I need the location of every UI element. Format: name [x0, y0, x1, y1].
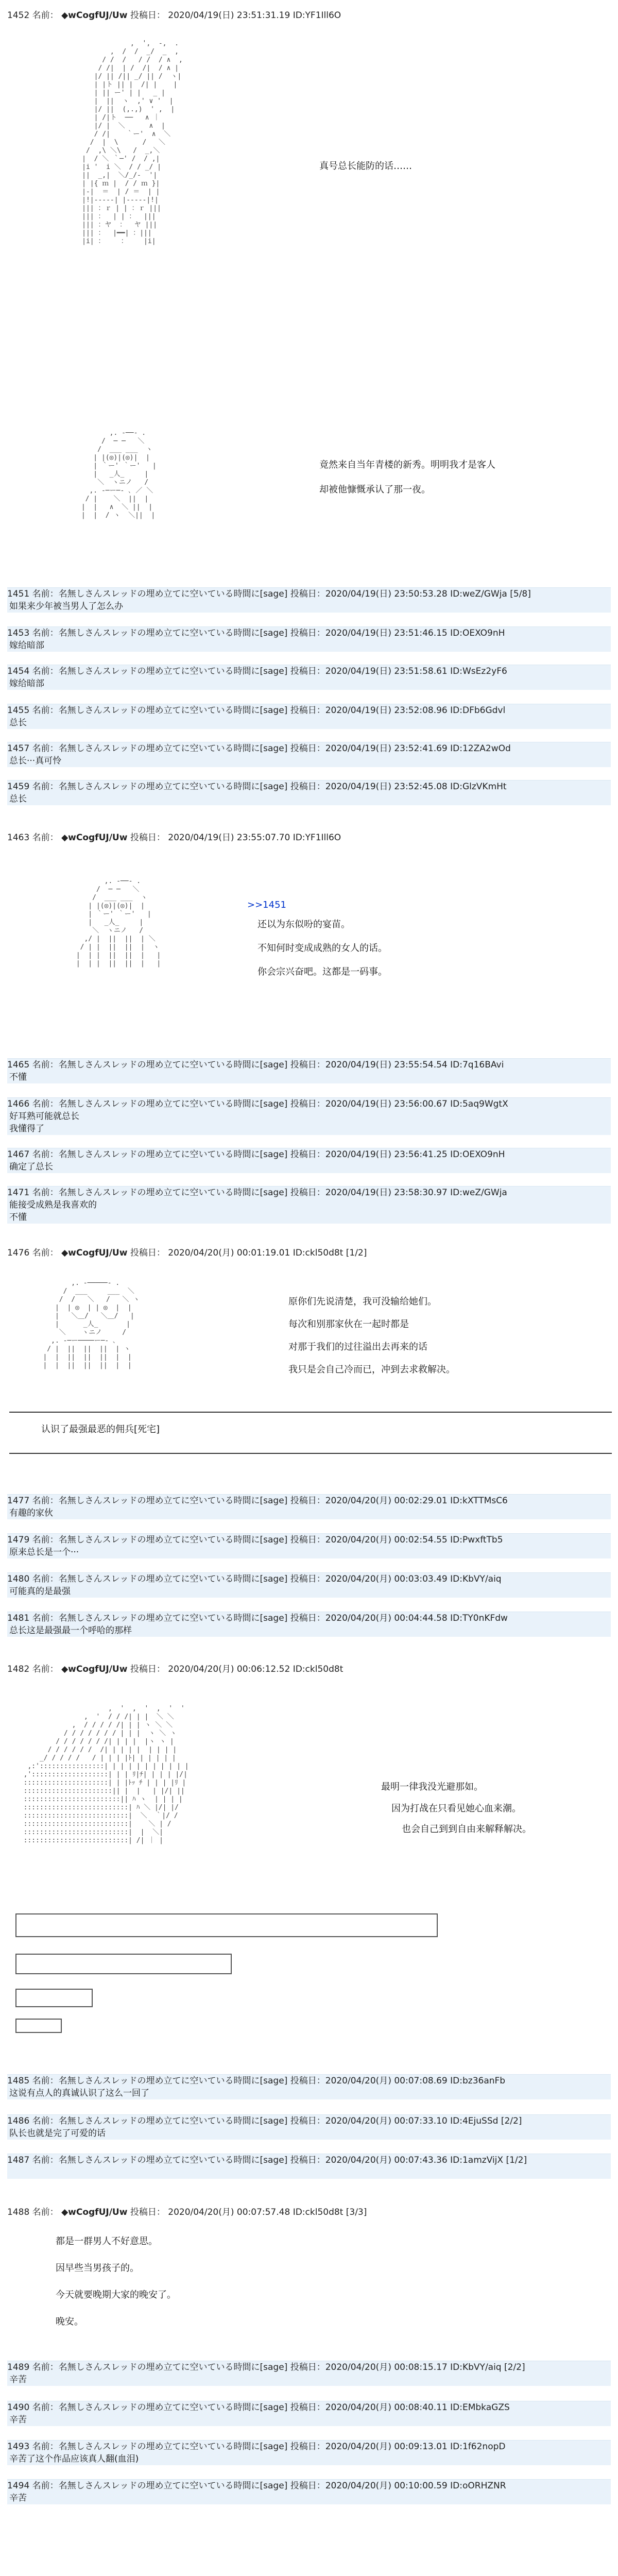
post-id[interactable]: ID:bz36anFb — [447, 2076, 506, 2086]
post-body: 好耳熟可能就总长 — [9, 1111, 79, 1122]
post-date-label: 投稿日： — [287, 1496, 325, 1506]
reply-1480 — [7, 1572, 611, 1598]
post-date: 2020/04/19(日) 23:51:58.61 — [325, 666, 448, 676]
post-name: 名無しさんスレッドの埋め立てに空いている時間に[sage] — [58, 1149, 288, 1160]
post-id[interactable]: ID:PwxftTb5 — [447, 1535, 503, 1545]
post-date-label: 投稿日： — [287, 1149, 325, 1160]
speech-line: 真号总长能防的话…… — [319, 161, 412, 172]
post-date: 2020/04/20(月) 00:10:00.59 — [325, 2481, 448, 2491]
post-date-label: 投稿日： — [287, 2155, 325, 2165]
post-date: 2020/04/19(日) 23:56:00.67 — [325, 1099, 448, 1109]
speech-line: 每次和别那家伙在一起时都是 — [288, 1319, 409, 1330]
post-label: 名前： — [32, 2207, 59, 2217]
post-date: 2020/04/20(月) 00:02:29.01 — [325, 1496, 448, 1506]
speech-line: 都是一群男人不好意思。 — [56, 2236, 158, 2247]
post-date: 2020/04/19(日) 23:56:41.25 — [325, 1149, 448, 1160]
post-body: 辛苦 — [9, 2375, 27, 2385]
post-label: 名前： — [32, 1149, 59, 1160]
post-date-label: 投稿日： — [287, 2402, 325, 2413]
post-label: 名前： — [32, 1574, 59, 1584]
speech-line: 你会宗兴奋吧。这都是一码事。 — [258, 967, 387, 977]
post-number[interactable]: 1466 — [7, 1099, 30, 1109]
speech-line: 却被他慷慨承认了那一夜。 — [319, 484, 431, 495]
post-id[interactable]: ID:KbVY/aiq [2/2] — [447, 2362, 525, 2372]
reply-1451 — [7, 587, 611, 613]
post-date: 2020/04/20(月) 00:07:57.48 — [168, 2207, 290, 2217]
post-number[interactable]: 1488 — [7, 2207, 30, 2217]
post-date: 2020/04/20(月) 00:07:43.36 — [325, 2155, 448, 2165]
post-name: 名無しさんスレッドの埋め立てに空いている時間に[sage] — [58, 1060, 288, 1070]
reply-1486 — [7, 2114, 611, 2140]
reply-1471 — [7, 1186, 611, 1224]
post-date-label: 投稿日： — [287, 1099, 325, 1109]
post-name: 名無しさんスレッドの埋め立てに空いている時間に[sage] — [58, 666, 288, 676]
post-label: 名前： — [32, 1060, 59, 1070]
post-date: 2020/04/19(日) 23:50:53.28 — [325, 589, 448, 599]
redacted-bar-long — [15, 1913, 438, 1937]
post-date: 2020/04/19(日) 23:51:46.15 — [325, 628, 448, 638]
post-name: 名無しさんスレッドの埋め立てに空いている時間に[sage] — [58, 782, 288, 792]
post-id[interactable]: ID:DFb6Gdvl — [447, 705, 506, 716]
post-name: 名無しさんスレッドの埋め立てに空いている時間に[sage] — [58, 628, 288, 638]
post-name: 名無しさんスレッドの埋め立てに空いている時間に[sage] — [58, 1613, 288, 1623]
speech-line: 我只是会自己冷而已，冲到去求救解决。 — [288, 1364, 455, 1375]
reply-1453 — [7, 626, 611, 652]
reply-1481 — [7, 1612, 611, 1637]
post-name: 名無しさんスレッドの埋め立てに空いている時間に[sage] — [58, 2481, 288, 2491]
redacted-bar-medium — [15, 1954, 232, 1974]
post-body: 能接受成熟是我喜欢的 — [9, 1200, 97, 1210]
post-body: 不懂 — [9, 1212, 27, 1223]
reply-1466 — [7, 1097, 611, 1135]
post-name: 名無しさんスレッドの埋め立てに空いている時間に[sage] — [58, 1188, 288, 1198]
post-number[interactable]: 1490 — [7, 2402, 30, 2413]
post-label: 名前： — [32, 628, 59, 638]
post-id[interactable]: ID:1f62nopD — [447, 2442, 506, 2452]
author-trip: ◆wCogfUJ/Uw — [61, 833, 128, 843]
post-name: 名無しさんスレッドの埋め立てに空いている時間に[sage] — [58, 743, 288, 754]
speech-line: 竟然来自当年青楼的新秀。明明我才是客人 — [319, 460, 495, 470]
post-id[interactable]: ID:weZ/GWja — [447, 1188, 507, 1198]
post-date: 2020/04/19(日) 23:55:54.54 — [325, 1060, 448, 1070]
post-date-label: 投稿日： — [287, 1188, 325, 1198]
author-trip: ◆wCogfUJ/Uw — [61, 2207, 128, 2217]
post-number[interactable]: 1455 — [7, 705, 30, 716]
reply-1489 — [7, 2361, 611, 2386]
post-date: 2020/04/20(月) 00:04:44.58 — [325, 1613, 448, 1623]
post-label: 名前： — [32, 833, 59, 843]
speech-line: 晚安。 — [56, 2316, 83, 2327]
post-date: 2020/04/20(月) 00:07:08.69 — [325, 2076, 448, 2086]
ascii-art-woman: , ' , ' , ' ' , ' / / /| | | ＼ ＼ , / / / / /| | | ヽ ＼ ＼ / / / / / / / | | | ヽ ＼ ヽ / / / / / / /| | | | |ヽ ヽ | / / / / / / /| | | | | | | | | _/ / / / / / | | | |ﾄ| | | | | | ,:'::::::::::::::::| | | | | | | | | | | ,':::::::::::::::::::| | | ﾘ|ﾁ| | | | |/| :::::::::::::::::::::| | |ﾄｯ ﾁ | | | |ﾘ | ::::::::::::::::::::::|| | | | |/| || ::::::::::::::::::::::::|| ﾊ ヽ | | | | ::::::::::::::::::::::::::| ﾊ ＼ |/| |/ ::::::::::::::::::::::::::| ＼ ｀|/ / ::::::::::::::::::::::::::| ＼ | / ::::::::::::::::::::::::::| | ＼| ::::::::::::::::::::::::::| /| ｜ | — [23, 1705, 189, 1844]
post-body: 总长 — [9, 718, 27, 728]
post-label: 名前： — [32, 1664, 59, 1674]
post-number[interactable]: 1452 — [7, 10, 30, 21]
post-id[interactable]: ID:OEXO9nH — [447, 628, 505, 638]
post-date: 2020/04/20(月) 00:03:03.49 — [325, 1574, 448, 1584]
banner-text: 认识了最强最恶的佣兵[死宅] — [41, 1424, 160, 1435]
post-date: 2020/04/19(日) 23:58:30.97 — [325, 1188, 448, 1198]
post-id[interactable]: ID:7q16BAvi — [447, 1060, 504, 1070]
post-name: 名無しさんスレッドの埋め立てに空いている時間に[sage] — [58, 1535, 288, 1545]
post-1463 — [7, 832, 611, 844]
reply-1485 — [7, 2074, 611, 2099]
post-name: 名無しさんスレッドの埋め立てに空いている時間に[sage] — [58, 2402, 288, 2413]
post-1452 — [7, 9, 611, 22]
post-label: 名前： — [32, 1248, 59, 1258]
post-body: 我懂得了 — [9, 1124, 44, 1134]
post-date-label: 投稿日： — [287, 743, 325, 754]
post-label: 名前： — [32, 1099, 59, 1109]
post-label: 名前： — [32, 1188, 59, 1198]
post-1482 — [7, 1663, 611, 1675]
speech-line: 原你们先说清楚，我可没输给她们。 — [288, 1296, 437, 1307]
reply-1487 — [7, 2154, 611, 2179]
post-id[interactable]: ID:weZ/GWja [5/8] — [447, 589, 531, 599]
post-number[interactable]: 1453 — [7, 628, 30, 638]
post-body — [7, 2166, 611, 2179]
post-id[interactable]: ID:GlzVKmHt — [447, 782, 507, 792]
post-date-label: 投稿日： — [287, 2362, 325, 2372]
post-date-label: 投稿日： — [130, 1664, 165, 1674]
post-1476 — [7, 1247, 611, 1259]
post-number[interactable]: 1481 — [7, 1613, 30, 1623]
post-date: 2020/04/20(月) 00:07:33.10 — [325, 2116, 448, 2126]
reply-1490 — [7, 2401, 611, 2426]
post-id[interactable]: ID:YF1Ill6O — [293, 833, 341, 843]
post-body: 不懂 — [9, 1072, 27, 1082]
post-number[interactable]: 1467 — [7, 1149, 30, 1160]
post-date: 2020/04/20(月) 00:09:13.01 — [325, 2442, 448, 2452]
post-label: 名前： — [32, 2481, 59, 2491]
post-date-label: 投稿日： — [287, 1535, 325, 1545]
post-number[interactable]: 1459 — [7, 782, 30, 792]
post-date: 2020/04/19(日) 23:52:41.69 — [325, 743, 448, 754]
post-number[interactable]: 1489 — [7, 2362, 30, 2372]
post-body: 嫁给暗部 — [9, 640, 44, 651]
speech-line: 不知何时变成成熟的女人的话。 — [258, 943, 387, 954]
post-number[interactable]: 1487 — [7, 2155, 30, 2165]
post-date: 2020/04/19(日) 23:52:08.96 — [325, 705, 448, 716]
post-date-label: 投稿日： — [130, 10, 165, 21]
post-number[interactable]: 1485 — [7, 2076, 30, 2086]
post-label: 名前： — [32, 666, 59, 676]
post-date: 2020/04/20(月) 00:08:15.17 — [325, 2362, 448, 2372]
post-body: 队长也就是完了可爱的话 — [9, 2128, 106, 2139]
post-label: 名前： — [32, 589, 59, 599]
post-number[interactable]: 1465 — [7, 1060, 30, 1070]
speech-line: 最明一律我没光避那如。 — [381, 1782, 483, 1792]
post-label: 名前： — [32, 1535, 59, 1545]
ascii-art-man: ,. -──- . / ─ ─ ＼ / ___ ___ ヽ | |(◎)|(◎)| | | ｀ー' ｀ー' | | _人_ | ＼ ヽニノ / ,. -─ー─- ､ ／ ＼ / | ＼ || | | | ∧ ＼ || | | | / ヽ ＼|| | — [81, 429, 157, 519]
redacted-bar-tiny — [15, 2019, 62, 2033]
post-body: 确定了总长 — [9, 1162, 53, 1172]
post-body: 总长···真可怜 — [9, 756, 62, 766]
post-number[interactable]: 1480 — [7, 1574, 30, 1584]
post-date: 2020/04/20(月) 00:08:40.11 — [325, 2402, 448, 2413]
post-body: 可能真的是最强 — [9, 1586, 71, 1597]
post-label: 名前： — [32, 705, 59, 716]
reply-1479 — [7, 1533, 611, 1558]
post-label: 名前： — [32, 743, 59, 754]
post-number[interactable]: 1454 — [7, 666, 30, 676]
post-id[interactable]: ID:TY0nKFdw — [447, 1613, 508, 1623]
post-id[interactable]: ID:1amzVijX [1/2] — [447, 2155, 527, 2165]
post-date: 2020/04/20(月) 00:06:12.52 — [168, 1664, 290, 1674]
divider-top — [9, 1412, 612, 1413]
post-name: 名無しさんスレッドの埋め立てに空いている時間に[sage] — [58, 589, 288, 599]
post-id[interactable]: ID:OEXO9nH — [447, 1149, 505, 1160]
post-date-label: 投稿日： — [287, 2442, 325, 2452]
post-number[interactable]: 1476 — [7, 1248, 30, 1258]
post-label: 名前： — [32, 2155, 59, 2165]
post-name: 名無しさんスレッドの埋め立てに空いている時間に[sage] — [58, 1496, 288, 1506]
reply-1454 — [7, 665, 611, 690]
reply-1457 — [7, 742, 611, 767]
post-name: 名無しさんスレッドの埋め立てに空いている時間に[sage] — [58, 1099, 288, 1109]
post-date-label: 投稿日： — [287, 1060, 325, 1070]
post-number[interactable]: 1471 — [7, 1188, 30, 1198]
speech-line: 因早些当男孩子的。 — [56, 2263, 139, 2274]
post-date: 2020/04/20(月) 00:01:19.01 — [168, 1248, 290, 1258]
post-body: 嫁给暗部 — [9, 679, 44, 689]
post-date-label: 投稿日： — [287, 1613, 325, 1623]
reply-1465 — [7, 1058, 611, 1083]
post-label: 名前： — [32, 2402, 59, 2413]
post-id[interactable]: ID:YF1Ill6O — [293, 10, 341, 21]
post-id[interactable]: ID:KbVY/aiq — [447, 1574, 502, 1584]
post-date-label: 投稿日： — [287, 666, 325, 676]
post-date-label: 投稿日： — [287, 2481, 325, 2491]
post-id[interactable]: ID:ckl50d8t [1/2] — [293, 1248, 367, 1258]
reply-1455 — [7, 704, 611, 729]
ascii-art-man: ,. -─────- . / ___ ___ ＼ / / ＼ / ＼ ヽ | | ◎ | | ◎ | | | ＼＿/ ＼＿/ | | _人_ | ＼ ヽニノ / ,. -─ー────ー─- ､ / | || || || | ヽ | | || || || | | | | || || || | | — [43, 1279, 140, 1369]
post-body: 如果来少年被当男人了怎么办 — [9, 601, 123, 612]
post-number[interactable]: 1451 — [7, 589, 30, 599]
post-id[interactable]: ID:kXTTMsC6 — [447, 1496, 508, 1506]
redacted-bar-short — [15, 1989, 93, 2007]
speech-line: 也会自己到到自由来解释解决。 — [402, 1824, 531, 1835]
speech-line: 因为打战在只看见她心血来潮。 — [391, 1803, 521, 1814]
post-header — [7, 9, 611, 22]
post-id[interactable]: ID:EMbkaGZS — [447, 2402, 510, 2413]
post-number[interactable]: 1463 — [7, 833, 30, 843]
reply-anchor-link[interactable]: >>1451 — [247, 900, 286, 910]
post-date-label: 投稿日： — [287, 589, 325, 599]
post-name: 名無しさんスレッドの埋め立てに空いている時間に[sage] — [58, 1574, 288, 1584]
post-date-label: 投稿日： — [287, 1574, 325, 1584]
post-body: 总长 — [9, 794, 27, 804]
post-id[interactable]: ID:ckl50d8t [3/3] — [293, 2207, 367, 2217]
post-body: 原来总长是一个··· — [9, 1547, 79, 1557]
reply-1493 — [7, 2440, 611, 2465]
post-date: 2020/04/19(日) 23:51:31.19 — [168, 10, 290, 21]
reply-1494 — [7, 2479, 611, 2504]
reply-1477 — [7, 1494, 611, 1519]
post-date-label: 投稿日： — [287, 2076, 325, 2086]
post-number[interactable]: 1482 — [7, 1664, 30, 1674]
post-date-label: 投稿日： — [130, 2207, 165, 2217]
speech-line: 今天就要晚期大家的晚安了。 — [56, 2290, 176, 2300]
post-id[interactable]: ID:12ZA2wOd — [447, 743, 511, 754]
post-date-label: 投稿日： — [287, 628, 325, 638]
post-date-label: 投稿日： — [287, 705, 325, 716]
post-label: 名前： — [32, 2076, 59, 2086]
post-label: 名前： — [32, 1613, 59, 1623]
post-number[interactable]: 1494 — [7, 2481, 30, 2491]
post-number[interactable]: 1493 — [7, 2442, 30, 2452]
post-date-label: 投稿日： — [130, 1248, 165, 1258]
reply-1459 — [7, 780, 611, 805]
reply-1467 — [7, 1148, 611, 1173]
post-number[interactable]: 1477 — [7, 1496, 30, 1506]
post-label: 名前： — [32, 2442, 59, 2452]
post-body: 有趣的家伙 — [9, 1508, 53, 1518]
post-date: 2020/04/19(日) 23:55:07.70 — [168, 833, 290, 843]
post-number[interactable]: 1486 — [7, 2116, 30, 2126]
post-id[interactable]: ID:WsEz2yF6 — [447, 666, 507, 676]
post-number[interactable]: 1479 — [7, 1535, 30, 1545]
post-body: 辛苦了这个作品应该真人翻(血泪) — [9, 2454, 139, 2464]
post-id[interactable]: ID:ckl50d8t — [293, 1664, 344, 1674]
ascii-art-girl: , ', -, . , / / _/ _ , / / / / / / ∧ , / /| | / /| / ∧ | |/ || /|| _/ || / ヽ| | |ト || | /| | | | || ー' | | _ | | || ヽ ,' ∨ ' | |/ || (,.,) ' , | | /|ト ── ∧ ｜ |/ | ＼ ∧ | / /| ｀ー' ∧ ＼ / | \ / ＼ / ,\ ＼\ / _,＼ | / ＼ ｀─' / / ,| |i ' i ＼ / / _/ | || _,| ＼/_/- '| | |{ ｍ | / / ｍ }| |-| ＝ | / ＝ | | |!|-----| |-----|!| ||| ：ｒ | | ：ｒ ||| ||| ： | | ： ||| ||| ：ヤ ： ヤ ||| ||| ： |━━| ：||| |i| ： ： |i| — [82, 40, 183, 245]
speech-line: 还以为东似吩的宴苗。 — [258, 919, 350, 930]
post-body: 辛苦 — [9, 2493, 27, 2503]
speech-line: 对那于我们的过往溢出去再来的话 — [288, 1342, 427, 1352]
post-date: 2020/04/19(日) 23:52:45.08 — [325, 782, 448, 792]
post-1488 — [7, 2206, 611, 2218]
post-id[interactable]: ID:5aq9WgtX — [447, 1099, 508, 1109]
post-label: 名前： — [32, 10, 59, 21]
post-name: 名無しさんスレッドの埋め立てに空いている時間に[sage] — [58, 2362, 288, 2372]
divider-bottom — [9, 1453, 612, 1454]
post-name: 名無しさんスレッドの埋め立てに空いている時間に[sage] — [58, 2116, 288, 2126]
post-body: 这说有点人的真诚认识了这么一回了 — [9, 2088, 149, 2098]
post-name: 名無しさんスレッドの埋め立てに空いている時間に[sage] — [58, 2155, 288, 2165]
post-name: 名無しさんスレッドの埋め立てに空いている時間に[sage] — [58, 705, 288, 716]
author-trip: ◆wCogfUJ/Uw — [61, 1248, 128, 1258]
post-date-label: 投稿日： — [130, 833, 165, 843]
post-label: 名前： — [32, 2362, 59, 2372]
post-label: 名前： — [32, 1496, 59, 1506]
author-trip: ◆wCogfUJ/Uw — [61, 1664, 128, 1674]
post-id[interactable]: ID:4EjuSSd [2/2] — [447, 2116, 522, 2126]
post-date: 2020/04/20(月) 00:02:54.55 — [325, 1535, 448, 1545]
author-trip: ◆wCogfUJ/Uw — [61, 10, 128, 21]
post-name: 名無しさんスレッドの埋め立てに空いている時間に[sage] — [58, 2076, 288, 2086]
post-label: 名前： — [32, 2116, 59, 2126]
ascii-art-man: ,. -──- . / ─ ─ ＼ / ___ ___ ヽ | |(◎)|(◎)| | | ｀ー' ｀ー' | | _人_ | ＼ ヽニノ / ,/ | || || | ＼ / | | || || | ヽ | | | || || | | | | | || || | | — [76, 877, 161, 968]
post-number[interactable]: 1457 — [7, 743, 30, 754]
post-date-label: 投稿日： — [287, 782, 325, 792]
post-date-label: 投稿日： — [287, 2116, 325, 2126]
post-id[interactable]: ID:oORHZNR — [447, 2481, 506, 2491]
post-name: 名無しさんスレッドの埋め立てに空いている時間に[sage] — [58, 2442, 288, 2452]
post-body: 辛苦 — [9, 2415, 27, 2425]
post-body: 总长这是最强最一个呼哈的那样 — [9, 1625, 132, 1636]
post-label: 名前： — [32, 782, 59, 792]
